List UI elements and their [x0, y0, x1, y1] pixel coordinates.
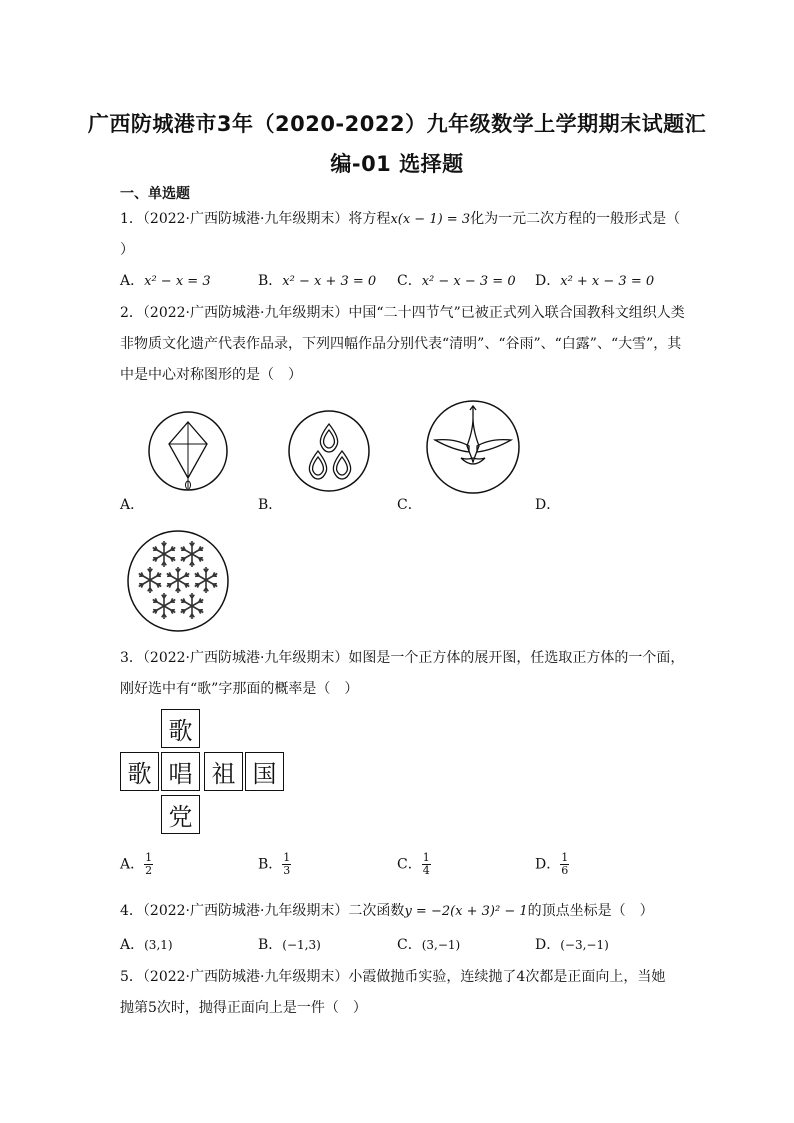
- q1-option-c-text: x² − x − 3 = 0: [421, 274, 516, 289]
- net-face-left: 歌: [120, 752, 159, 791]
- q4-option-b-text: (−1,3): [282, 938, 321, 952]
- net-face-center: 唱: [161, 752, 200, 791]
- q4-option-d-text: (−3,−1): [560, 938, 609, 952]
- q3-line-2: 刚好选中有“歌”字那面的概率是（ ）: [120, 681, 359, 697]
- raindrops-icon: [288, 410, 370, 492]
- q4-text-b: 的顶点坐标是（ ）: [527, 903, 654, 919]
- snowflake-mark: [167, 567, 190, 593]
- q1-option-d-label: D．: [535, 273, 561, 289]
- q3-option-a-label: A．: [120, 856, 145, 873]
- q3-option-a[interactable]: [120, 852, 153, 877]
- q1-equation: x(x − 1) = 3: [390, 212, 471, 227]
- q1-option-b[interactable]: [258, 270, 376, 290]
- q2-option-a[interactable]: A．: [120, 497, 145, 513]
- q2-option-d[interactable]: D．: [535, 497, 561, 513]
- q1-text-c: ）: [120, 242, 134, 258]
- cube-net: [120, 709, 284, 834]
- dewdrop-leaf-icon: [425, 400, 521, 494]
- question-4-stem: [120, 900, 654, 920]
- q3-b-num: 1: [283, 851, 291, 864]
- q3-line-1: 3．（2022·广西防城港·九年级期末）如图是一个正方体的展开图，任选取正方体的一个面，: [120, 650, 685, 666]
- q1-option-c-label: C．: [397, 273, 422, 289]
- q4-option-d[interactable]: [535, 934, 609, 954]
- q4-option-a[interactable]: [120, 934, 173, 954]
- q4-option-c-text: (3,−1): [421, 938, 461, 952]
- q3-a-den: 2: [145, 864, 153, 877]
- snowflake-mark: [153, 541, 176, 567]
- q2-option-b[interactable]: B．: [258, 497, 283, 513]
- q3-d-den: 6: [561, 864, 569, 877]
- q1-text-a: 1．（2022·广西防城港·九年级期末）将方程: [120, 211, 391, 227]
- q4-text-a: 4．（2022·广西防城港·九年级期末）二次函数: [120, 903, 405, 919]
- q4-option-b-label: B．: [258, 937, 283, 953]
- q3-option-d-label: D．: [535, 856, 561, 873]
- q3-option-c[interactable]: [397, 852, 431, 877]
- q3-option-a-fraction: [144, 852, 153, 877]
- snowflake-mark: [139, 567, 162, 593]
- net-face-bottom: 党: [161, 795, 200, 834]
- q1-text-b: 化为一元二次方程的一般形式是（: [470, 211, 681, 227]
- q2-line-3: 中是中心对称图形的是（ ）: [120, 367, 302, 383]
- snowflake-mark: [181, 541, 204, 567]
- q1-option-a[interactable]: [120, 270, 211, 290]
- q3-a-num: 1: [145, 851, 153, 864]
- q3-b-den: 3: [283, 864, 291, 877]
- q1-option-d[interactable]: [535, 270, 654, 290]
- kite-icon: [148, 410, 228, 492]
- q2-line-1: 2．（2022·广西防城港·九年级期末）中国“二十四节气”已被正式列入联合国教科文组织人类: [120, 305, 685, 321]
- net-face-top: 歌: [161, 709, 200, 748]
- q4-option-a-label: A．: [120, 937, 145, 953]
- q4-option-c[interactable]: [397, 934, 460, 954]
- q4-option-a-text: (3,1): [144, 938, 173, 952]
- q1-option-b-text: x² − x + 3 = 0: [282, 274, 377, 289]
- q3-option-b[interactable]: [258, 852, 291, 877]
- q3-option-b-fraction: [282, 852, 291, 877]
- q5-line-1: 5．（2022·广西防城港·九年级期末）小霞做抛币实验，连续抛了4次都是正面向上，当她: [120, 969, 666, 985]
- q2-option-c[interactable]: C．: [397, 497, 422, 513]
- q3-option-b-label: B．: [258, 856, 283, 873]
- q1-option-d-text: x² + x − 3 = 0: [560, 274, 655, 289]
- net-face-right2: 国: [245, 752, 284, 791]
- question-1-stem: [120, 208, 680, 228]
- q3-option-d-fraction: [560, 852, 569, 877]
- net-face-right1: 祖: [204, 752, 243, 791]
- q1-option-b-label: B．: [258, 273, 283, 289]
- q4-option-c-label: C．: [397, 937, 422, 953]
- q3-c-num: 1: [422, 851, 430, 864]
- q1-option-a-label: A．: [120, 273, 145, 289]
- q3-c-den: 4: [422, 864, 430, 877]
- q3-option-c-label: C．: [397, 856, 422, 873]
- q4-option-d-label: D．: [535, 937, 561, 953]
- snowflakes-icon: [126, 530, 230, 632]
- q2-line-2: 非物质文化遗产代表作品录，下列四幅作品分别代表“清明”、“谷雨”、“白露”、“大雪”，其: [120, 336, 682, 352]
- snowflake-mark: [153, 593, 176, 619]
- q3-d-num: 1: [561, 851, 569, 864]
- q1-option-a-text: x² − x = 3: [144, 274, 211, 289]
- q1-option-c[interactable]: [397, 270, 516, 290]
- section-heading: 一、单选题: [120, 186, 190, 202]
- q3-option-d[interactable]: [535, 852, 569, 877]
- q5-line-2: 抛第5次时，抛得正面向上是一件（ ）: [120, 1000, 367, 1016]
- snowflake-mark: [181, 593, 204, 619]
- q4-equation: y = −2(x + 3)² − 1: [404, 904, 528, 919]
- q4-option-b[interactable]: [258, 934, 321, 954]
- q3-option-c-fraction: [422, 852, 431, 877]
- doc-title-line2: 编-01 选择题: [330, 152, 464, 176]
- snowflake-mark: [195, 567, 218, 593]
- doc-title-line1: 广西防城港市3年（2020-2022）九年级数学上学期期末试题汇: [87, 112, 707, 136]
